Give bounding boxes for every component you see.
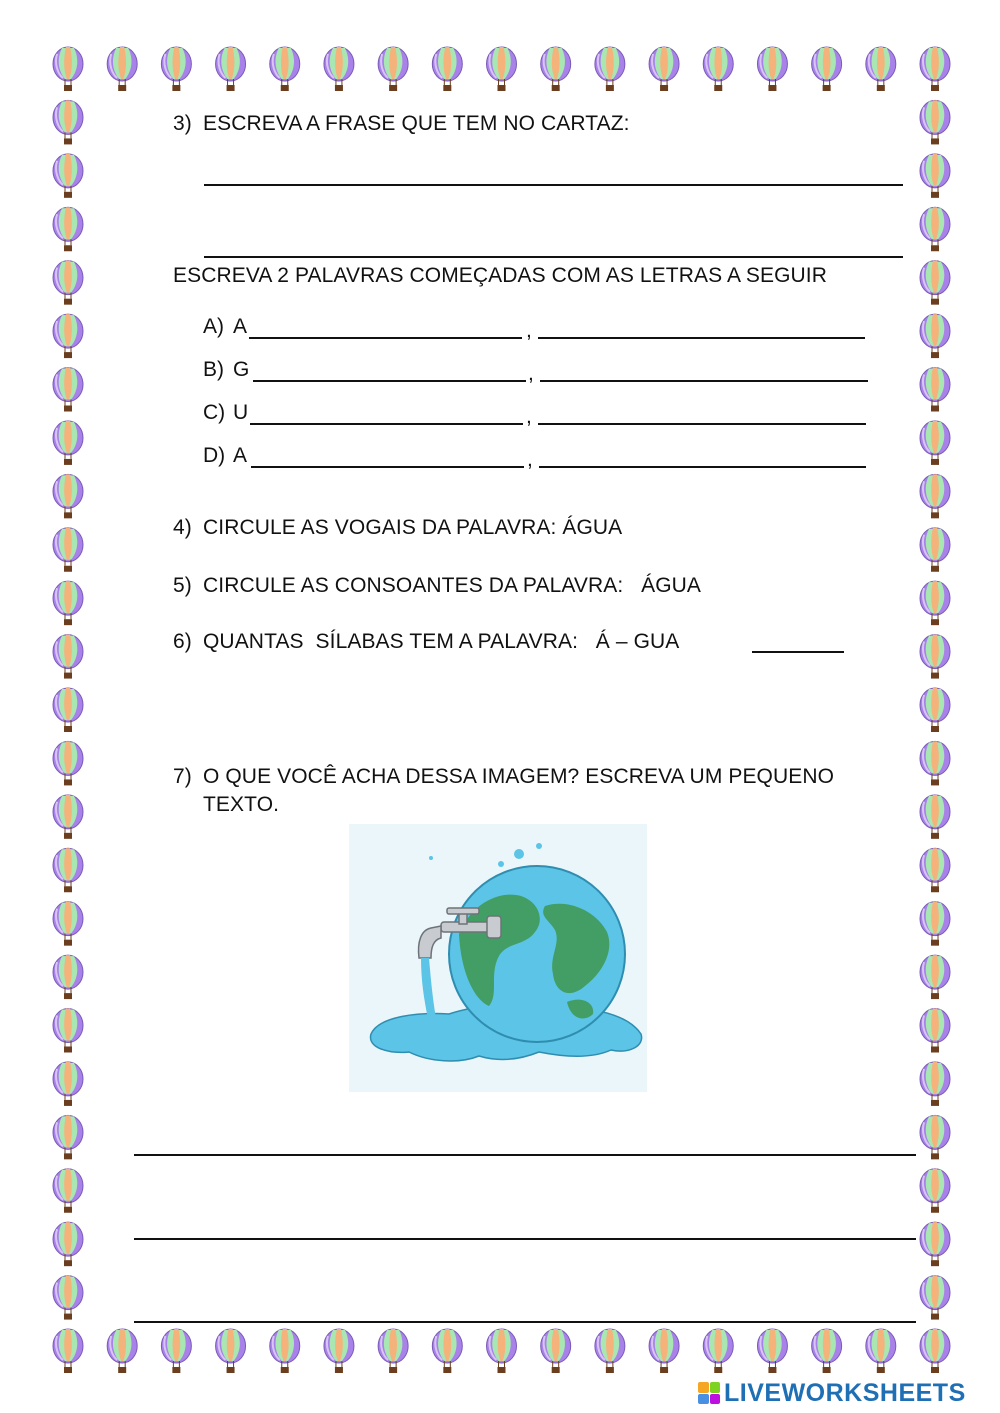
balloon-icon	[216, 1329, 246, 1373]
comma: ,	[527, 448, 533, 471]
balloon-icon	[53, 154, 83, 198]
balloon-icon	[53, 1009, 83, 1053]
balloon-icon	[324, 47, 354, 91]
balloon-icon	[378, 47, 408, 91]
balloon-icon	[107, 1329, 137, 1373]
balloon-icon	[920, 1009, 950, 1053]
balloon-icon	[920, 154, 950, 198]
item-letter: A	[233, 315, 248, 338]
balloon-icon	[595, 1329, 625, 1373]
balloon-icon	[53, 207, 83, 251]
balloon-icon	[161, 1329, 191, 1373]
brand-name: LIVEWORKSHEETS	[724, 1378, 966, 1407]
balloon-icon	[53, 100, 83, 144]
balloon-icon	[757, 47, 787, 91]
balloon-icon	[53, 581, 83, 625]
word-line-2[interactable]	[540, 380, 868, 382]
balloon-icon	[920, 261, 950, 305]
question-number: 6)	[173, 630, 192, 653]
item-letter: A	[233, 444, 248, 467]
balloon-icon	[161, 47, 191, 91]
answer-line-q6[interactable]	[752, 651, 844, 653]
balloon-icon	[920, 528, 950, 572]
writing-line-2[interactable]	[134, 1238, 916, 1240]
answer-line-q3-1[interactable]	[204, 184, 903, 186]
instruction-text: ESCREVA 2 PALAVRAS COMEÇADAS COM AS LETRAS A SEGUIR	[173, 264, 827, 287]
balloon-icon	[53, 261, 83, 305]
balloon-icon	[920, 1062, 950, 1106]
balloon-icon	[920, 1222, 950, 1266]
word-line-2[interactable]	[539, 466, 866, 468]
word-line-2[interactable]	[538, 337, 865, 339]
balloon-icon	[920, 902, 950, 946]
balloon-icon	[53, 368, 83, 412]
balloon-icon	[53, 955, 83, 999]
balloon-icon	[216, 47, 246, 91]
balloon-icon	[53, 421, 83, 465]
balloon-icon	[703, 1329, 733, 1373]
item-letter: G	[233, 358, 250, 381]
balloon-icon	[432, 47, 462, 91]
logo-badge-icon	[698, 1382, 720, 1404]
balloon-icon	[920, 848, 950, 892]
comma: ,	[526, 319, 532, 342]
balloon-icon	[53, 902, 83, 946]
balloon-icon	[487, 1329, 517, 1373]
liveworksheets-logo	[698, 1378, 966, 1408]
balloon-icon	[920, 1329, 950, 1373]
comma: ,	[526, 405, 532, 428]
balloon-icon	[324, 1329, 354, 1373]
writing-line-3[interactable]	[134, 1321, 916, 1323]
balloon-icon	[920, 955, 950, 999]
question-text-line-2: TEXTO.	[203, 793, 280, 816]
item-letter: U	[233, 401, 249, 424]
item-label: D)	[203, 444, 226, 467]
balloon-icon	[53, 635, 83, 679]
balloon-icon	[270, 1329, 300, 1373]
balloon-icon	[53, 528, 83, 572]
balloon-icon	[920, 688, 950, 732]
balloon-icon	[378, 1329, 408, 1373]
letters-instruction	[173, 264, 827, 288]
balloon-icon	[53, 474, 83, 518]
question-number: 5)	[173, 574, 192, 597]
balloon-icon	[920, 100, 950, 144]
word-line-1[interactable]	[251, 466, 524, 468]
balloon-icon	[541, 1329, 571, 1373]
item-label: A)	[203, 315, 224, 338]
balloon-icon	[703, 47, 733, 91]
balloon-icon	[53, 688, 83, 732]
word-line-2[interactable]	[538, 423, 866, 425]
balloon-icon	[649, 47, 679, 91]
balloon-icon	[920, 47, 950, 91]
balloon-icon	[920, 635, 950, 679]
balloon-icon	[866, 47, 896, 91]
comma: ,	[528, 362, 534, 385]
question-text: CIRCULE AS VOGAIS DA PALAVRA: ÁGUA	[203, 516, 623, 539]
balloon-icon	[866, 1329, 896, 1373]
balloon-icon	[270, 47, 300, 91]
balloon-icon	[487, 47, 517, 91]
question-text: ESCREVA A FRASE QUE TEM NO CARTAZ:	[203, 112, 630, 135]
balloon-icon	[812, 1329, 842, 1373]
balloon-icon	[53, 848, 83, 892]
answer-line-q3-2[interactable]	[204, 256, 903, 258]
question-number: 7)	[173, 765, 192, 788]
balloon-icon	[53, 1115, 83, 1159]
word-line-1[interactable]	[250, 423, 523, 425]
balloon-icon	[649, 1329, 679, 1373]
word-line-1[interactable]	[253, 380, 526, 382]
question-text: QUANTAS SÍLABAS TEM A PALAVRA: Á – GUA	[203, 630, 680, 653]
balloon-icon	[53, 47, 83, 91]
balloon-icon	[53, 795, 83, 839]
balloon-icon	[920, 314, 950, 358]
balloon-icon	[53, 1169, 83, 1213]
question-text: CIRCULE AS CONSOANTES DA PALAVRA: ÁGUA	[203, 574, 702, 597]
balloon-icon	[920, 368, 950, 412]
balloon-icon	[920, 421, 950, 465]
question-text-line-1: O QUE VOCÊ ACHA DESSA IMAGEM? ESCREVA UM PEQUENO	[203, 765, 835, 788]
balloon-icon	[920, 207, 950, 251]
balloon-icon	[920, 1276, 950, 1320]
item-label: C)	[203, 401, 226, 424]
question-number: 4)	[173, 516, 192, 539]
balloon-icon	[920, 795, 950, 839]
balloon-icon	[53, 1276, 83, 1320]
balloon-icon	[757, 1329, 787, 1373]
balloon-icon	[107, 47, 137, 91]
word-line-1[interactable]	[249, 337, 522, 339]
balloon-icon	[53, 741, 83, 785]
balloon-icon	[920, 741, 950, 785]
writing-line-1[interactable]	[134, 1154, 916, 1156]
balloon-icon	[53, 314, 83, 358]
balloon-icon	[812, 47, 842, 91]
earth-faucet-illustration	[349, 824, 647, 1092]
balloon-icon	[53, 1062, 83, 1106]
question-number: 3)	[173, 112, 192, 135]
balloon-icon	[53, 1329, 83, 1373]
balloon-icon	[920, 1169, 950, 1213]
balloon-icon	[920, 581, 950, 625]
balloon-icon	[920, 1115, 950, 1159]
balloon-icon	[541, 47, 571, 91]
balloon-icon	[920, 474, 950, 518]
balloon-icon	[53, 1222, 83, 1266]
balloon-icon	[595, 47, 625, 91]
item-label: B)	[203, 358, 224, 381]
balloon-icon	[432, 1329, 462, 1373]
